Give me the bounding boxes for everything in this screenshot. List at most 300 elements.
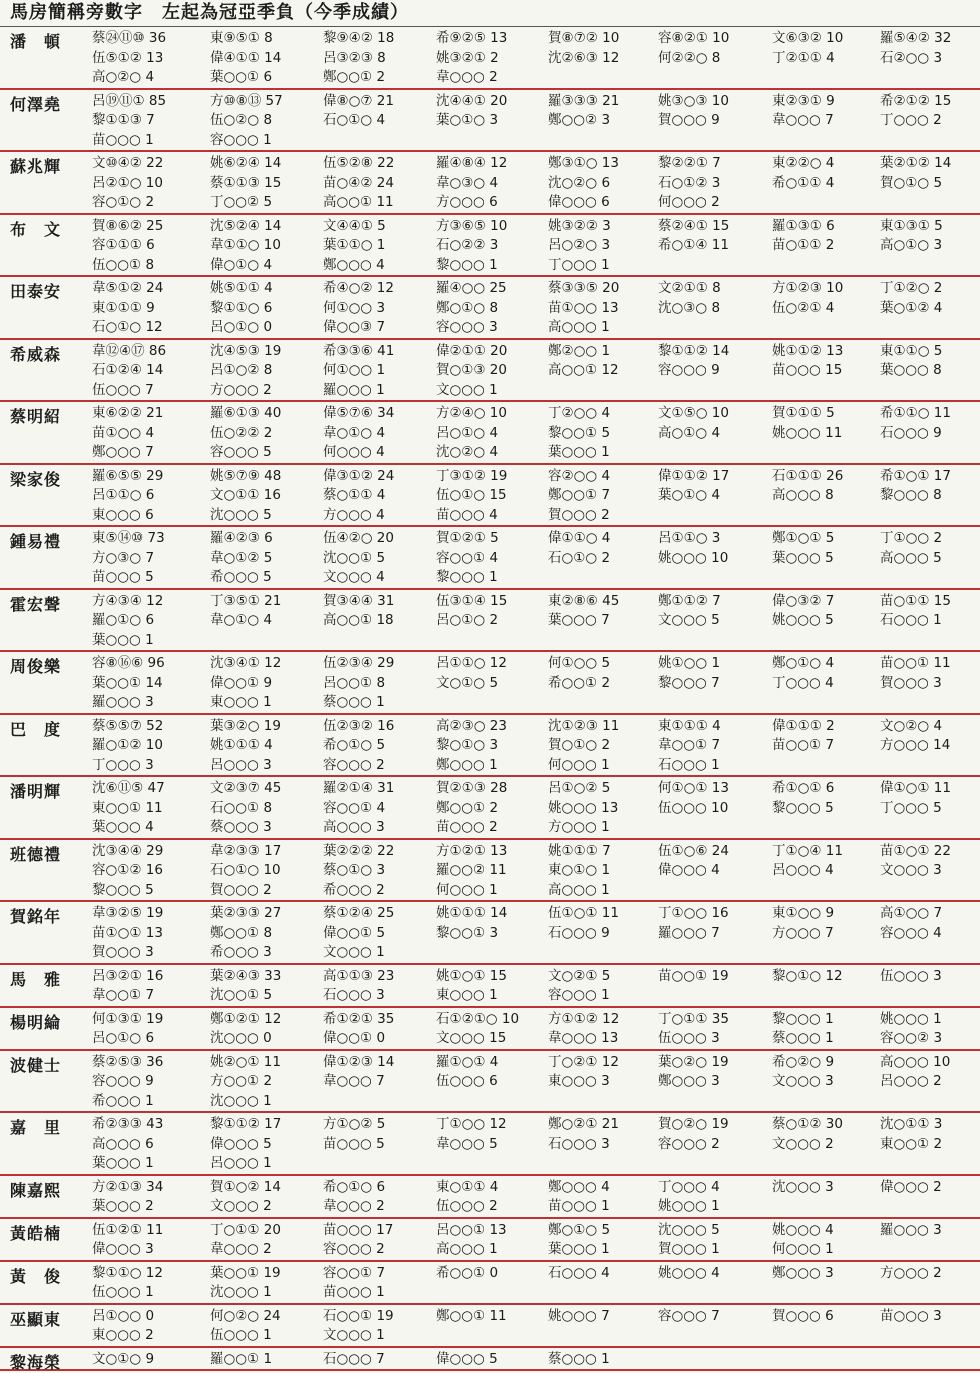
stable-stats-grid <box>92 1264 980 1303</box>
stable-stat-cell: 羅④②③ 6 <box>210 530 273 546</box>
stable-stat-cell: 丁①○○ 2 <box>880 530 943 546</box>
stable-stat-cell: 蔡○①○ 3 <box>323 862 386 878</box>
stable-stat-cell: 鄭①②① 12 <box>210 1010 282 1027</box>
stable-stat-cell: 文①⑤○ 10 <box>658 405 729 421</box>
page-header <box>0 0 980 27</box>
stable-stat-cell: 羅○○② 11 <box>436 862 507 878</box>
stable-stat-cell: 文○○○ 1 <box>323 1327 385 1343</box>
stats-line <box>92 756 980 776</box>
stable-stat-cell: 葉○①② 4 <box>880 299 943 316</box>
stats-line <box>92 1264 980 1284</box>
stats-line <box>92 318 980 338</box>
jockey-name: 賀銘年 <box>10 907 62 926</box>
stable-stat-cell: 東②⑧⑥ 45 <box>548 592 620 609</box>
stats-line <box>92 674 980 694</box>
stable-stat-cell: 偉○○○ 2 <box>880 1178 942 1195</box>
stable-stat-cell: 何○○○ 1 <box>436 881 498 898</box>
stable-stat-cell: 伍○○○ 10 <box>658 799 729 816</box>
stats-line <box>92 1092 980 1112</box>
jockey-row <box>0 1219 980 1262</box>
stable-stat-cell: 高○○○ 6 <box>92 1135 154 1152</box>
stable-stat-cell: 蔡○○○ 1 <box>548 1350 610 1367</box>
stable-stat-cell: 姚⑤⑦⑨ 48 <box>210 467 282 484</box>
stable-stat-cell: 韋③②⑤ 19 <box>92 905 164 921</box>
stable-stat-cell: 沈○○○ 5 <box>658 1221 720 1238</box>
stable-stats-grid <box>92 342 980 401</box>
stable-stat-cell: 姚③②② 3 <box>548 217 611 234</box>
stats-line <box>92 568 980 588</box>
stable-stat-cell: 方○③○ 7 <box>92 549 155 566</box>
stats-line <box>92 1115 980 1135</box>
stable-stat-cell: 苗○○○ 17 <box>323 1221 394 1238</box>
stable-stat-cell: 苗○○○ 4 <box>436 506 498 523</box>
stable-stat-cell: 鄭○○① 2 <box>436 799 499 816</box>
stable-stat-cell: 羅⑤④② 32 <box>880 30 952 46</box>
jockey-name: 蘇兆輝 <box>10 157 62 176</box>
stable-stat-cell: 呂○①○ 2 <box>436 612 499 628</box>
stable-stat-cell: 石○○○ 4 <box>548 1264 610 1281</box>
stats-line <box>92 842 980 862</box>
stable-stat-cell: 文○○○ 3 <box>880 862 942 878</box>
stable-stat-cell: 苗○①① 2 <box>772 237 835 253</box>
jockey-row <box>0 1113 980 1176</box>
jockey-name: 蔡明紹 <box>10 407 62 426</box>
stable-stat-cell: 韋○①② 5 <box>210 549 273 566</box>
stats-line <box>92 154 980 174</box>
stable-stat-cell: 蔡○①① 4 <box>323 487 386 503</box>
stats-line <box>92 174 980 194</box>
stable-stat-cell: 丁○①① 20 <box>210 1221 281 1238</box>
stable-stat-cell: 鄭①①② 7 <box>658 592 721 609</box>
stable-stat-cell: 羅④○○ 25 <box>436 280 507 296</box>
stable-stat-cell: 賀○○○ 2 <box>548 506 610 523</box>
stable-stat-cell: 賀③④④ 31 <box>323 592 395 609</box>
stable-stat-cell: 呂①○○ 0 <box>92 1307 155 1324</box>
stable-stat-cell: 方③⑥⑤ 10 <box>436 217 508 234</box>
stable-stat-cell: 高○○○ 3 <box>323 819 385 835</box>
stable-stat-cell: 苗○○○ 5 <box>323 1135 385 1152</box>
stable-stat-cell: 沈○①① 3 <box>880 1116 943 1132</box>
stable-stat-cell: 容○○① 7 <box>323 1264 386 1281</box>
stable-stat-cell: 呂○○○ 3 <box>210 756 272 773</box>
stable-stat-cell: 文○○○ 2 <box>210 1198 272 1214</box>
stable-stat-cell: 鄭○○○ 7 <box>92 444 154 460</box>
stable-stat-cell: 苗○○○ 3 <box>880 1307 942 1324</box>
jockey-name: 鍾易禮 <box>10 532 62 551</box>
stable-stat-cell: 蔡⑤⑤⑦ 52 <box>92 717 164 734</box>
stable-stat-cell: 石○○○ 3 <box>548 1135 610 1152</box>
stable-stat-cell: 希○○○ 3 <box>210 944 272 960</box>
jockey-row <box>0 840 980 903</box>
stable-stat-cell: 容⑧②① 10 <box>658 30 730 46</box>
stable-stat-cell: 苗○○○ 2 <box>436 819 498 835</box>
stats-line <box>92 1154 980 1174</box>
stable-stat-cell: 沈○②○ 4 <box>436 444 499 460</box>
jockey-name: 何澤堯 <box>10 94 62 114</box>
stable-stat-cell: 沈○○○ 5 <box>210 506 272 523</box>
stable-stat-cell: 偉①○① 11 <box>880 780 951 796</box>
stats-line <box>92 654 980 674</box>
stable-stat-cell: 鄭○①○ 5 <box>548 1221 611 1238</box>
stable-stat-cell: 韋○③○ 4 <box>436 174 499 191</box>
stable-stat-cell: 東○①○ 1 <box>548 862 611 878</box>
stable-stat-cell: 苗○○○ 1 <box>323 1284 385 1300</box>
stable-stat-cell: 文○①○ 5 <box>436 674 499 691</box>
stable-stat-cell: 姚②○① 11 <box>210 1053 281 1070</box>
stable-stat-cell: 伍⑤②⑧ 22 <box>323 155 395 171</box>
stable-stat-cell: 蔡㉔⑪⑩ 36 <box>92 30 167 46</box>
stable-stat-cell: 文②③⑦ 45 <box>210 780 282 796</box>
stable-stat-cell: 賀○①○ 2 <box>548 737 611 753</box>
stable-stat-cell: 東①①○ 5 <box>880 342 943 359</box>
stable-stat-cell: 姚①①① 7 <box>548 842 611 859</box>
stable-stat-cell: 丁○○○ 5 <box>880 799 942 816</box>
jockey-name: 黎海榮 <box>10 1352 62 1372</box>
stable-stat-cell: 丁○②① 12 <box>548 1053 619 1070</box>
stable-stat-cell: 高○②○ 4 <box>92 69 155 85</box>
stable-stat-cell: 鄭○①○ 8 <box>436 299 499 316</box>
stats-line <box>92 592 980 612</box>
stable-stat-cell: 丁②○○ 4 <box>548 405 611 421</box>
stats-line <box>92 506 980 526</box>
stable-stat-cell: 葉○②○ 19 <box>658 1053 729 1070</box>
stable-stat-cell: 何○○○ 1 <box>772 1241 834 1257</box>
stable-stat-cell: 鄭○○① 11 <box>436 1307 507 1324</box>
stable-stat-cell: 鄭②○○ 1 <box>548 342 611 359</box>
jockey-row <box>0 777 980 840</box>
stable-stat-cell: 東①③① 5 <box>880 217 943 234</box>
stable-stat-cell: 偉○○○ 4 <box>658 862 720 878</box>
stable-stat-cell: 羅○○○ 1 <box>323 381 385 398</box>
stable-stat-cell: 東○○○ 6 <box>92 506 154 523</box>
stats-line <box>92 693 980 713</box>
jockey-name: 黃皓楠 <box>10 1223 62 1243</box>
stable-stat-cell: 黎①①② 17 <box>210 1116 282 1132</box>
stable-stat-cell: 丁○○○ 1 <box>548 256 610 273</box>
jockey-row <box>0 340 980 403</box>
stable-stat-cell: 沈③④① 12 <box>210 655 282 671</box>
stable-stat-cell: 葉○○○ 2 <box>92 1198 154 1214</box>
stable-stat-cell: 沈⑥⑪⑤ 47 <box>92 780 165 796</box>
stable-stat-cell: 伍⑤①② 13 <box>92 49 164 66</box>
stable-stat-cell: 呂○○① 13 <box>436 1221 507 1238</box>
stable-stat-cell: 賀①○② 14 <box>210 1178 281 1195</box>
jockey-name: 巴 度 <box>10 719 62 739</box>
stable-stat-cell: 羅②①④ 31 <box>323 780 395 796</box>
stats-line <box>92 236 980 256</box>
stable-stat-cell: 方○○○ 7 <box>772 924 834 941</box>
stable-stats-grid <box>92 1350 980 1370</box>
stats-line <box>92 529 980 549</box>
stable-stat-cell: 羅○○○ 7 <box>658 924 720 941</box>
stable-stat-cell: 偉○○○ 3 <box>92 1241 154 1257</box>
stable-stat-cell: 鄭○①○ 4 <box>772 655 835 671</box>
stats-line <box>92 342 980 362</box>
stable-stat-cell: 希④○② 12 <box>323 280 394 296</box>
stats-line <box>92 1283 980 1303</box>
stable-stat-cell: 呂①①○ 12 <box>436 655 507 671</box>
stable-stat-cell: 容○①② 16 <box>92 862 163 878</box>
stable-stat-cell: 韋○○○ 7 <box>772 112 834 128</box>
stable-stat-cell: 葉○○○ 7 <box>548 612 610 628</box>
stable-stat-cell: 葉○○○ 1 <box>548 444 610 460</box>
stable-stat-cell: 石○②② 3 <box>436 237 499 253</box>
stable-stat-cell: 偉②①① 20 <box>436 342 508 359</box>
stable-stat-cell: 丁①○④ 11 <box>772 842 843 859</box>
stats-line <box>92 549 980 569</box>
stable-stat-cell: 韋○①○ 4 <box>323 424 386 441</box>
stats-line <box>92 779 980 799</box>
stable-stat-cell: 偉④①① 14 <box>210 49 282 66</box>
stats-line <box>92 92 980 112</box>
stable-stat-cell: 何○②○ 24 <box>210 1307 281 1324</box>
stable-stat-cell: 韋○○○ 2 <box>210 1241 272 1257</box>
stable-stat-cell: 蔡○○○ 1 <box>772 1030 834 1046</box>
stable-stat-cell: 東①①① 9 <box>92 299 155 316</box>
stable-stat-cell: 東⑨⑤① 8 <box>210 30 273 46</box>
stable-stat-cell: 文⑩④② 22 <box>92 155 164 171</box>
stable-stat-cell: 伍①②① 11 <box>92 1221 164 1238</box>
stable-stat-cell: 鄭○○○ 3 <box>772 1264 834 1281</box>
stable-stat-cell: 高○○○ 10 <box>880 1053 951 1070</box>
stable-stat-cell: 伍③①④ 15 <box>436 592 508 609</box>
stable-stat-cell: 高○○① 18 <box>323 612 394 628</box>
stable-stat-cell: 姚①○① 15 <box>436 967 507 984</box>
stats-line <box>92 49 980 69</box>
jockey-row <box>0 402 980 465</box>
stable-stat-cell: 容②○○ 4 <box>548 467 611 484</box>
jockey-table <box>0 27 980 1371</box>
stable-stat-cell: 賀○①③ 20 <box>436 362 507 378</box>
jockey-name: 希威森 <box>10 344 62 364</box>
stable-stat-cell: 伍○①○ 15 <box>436 487 507 503</box>
jockey-name: 巫顯東 <box>10 1309 62 1329</box>
stable-stat-cell: 文⑥③② 10 <box>772 30 844 46</box>
stats-line <box>92 1197 980 1217</box>
stable-stat-cell: 蔡○①② 30 <box>772 1116 843 1132</box>
jockey-name: 楊明綸 <box>10 1012 62 1032</box>
stable-stat-cell: 偉①①② 17 <box>658 467 730 484</box>
stable-stat-cell: 何①○① 13 <box>658 780 729 796</box>
stable-stat-cell: 姚⑥②④ 14 <box>210 155 282 171</box>
stable-stat-cell: 方①②① 13 <box>436 842 508 859</box>
stable-stat-cell: 呂○○○ 4 <box>772 862 834 878</box>
stats-line <box>92 1307 980 1327</box>
stable-stat-cell: 沈⑤②④ 14 <box>210 217 282 234</box>
stable-stat-cell: 葉○○○ 1 <box>92 631 154 648</box>
stable-stat-cell: 姚○○○ 1 <box>880 1010 942 1027</box>
stable-stat-cell: 苗①○① 22 <box>880 842 951 859</box>
stable-stat-cell: 呂○①○ 4 <box>436 424 499 441</box>
stable-stat-cell: 高○○① 12 <box>548 362 619 378</box>
stable-stats-grid <box>92 217 980 276</box>
stats-line <box>92 486 980 506</box>
stable-stat-cell: 苗①○○ 13 <box>548 299 619 316</box>
stable-stat-cell: 偉①①○ 4 <box>548 530 611 546</box>
stable-stat-cell: 羅⑥⑤⑤ 29 <box>92 467 164 484</box>
stable-stat-cell: 希①①○ 11 <box>880 405 951 421</box>
stats-line <box>92 736 980 756</box>
jockey-row <box>0 1262 980 1305</box>
stable-stat-cell: 黎②②① 7 <box>658 155 721 171</box>
jockey-name: 潘 頓 <box>10 32 62 51</box>
stable-stat-cell: 丁①②○ 2 <box>880 280 943 296</box>
stable-stat-cell: 容①①① 6 <box>92 237 155 253</box>
stable-stat-cell: 東○○① 11 <box>92 799 163 816</box>
stable-stat-cell: 容○○○ 1 <box>210 131 272 148</box>
stable-stat-cell: 石○○○ 9 <box>548 924 610 941</box>
stable-stat-cell: 姚○○○ 10 <box>658 549 729 566</box>
stable-stat-cell: 高②③○ 23 <box>436 717 507 734</box>
stable-stats-grid <box>92 1221 980 1260</box>
stats-line <box>92 1053 980 1073</box>
stable-stat-cell: 偉③①② 24 <box>323 467 395 484</box>
stats-line <box>92 717 980 737</box>
stable-stat-cell: 葉○○○ 4 <box>92 819 154 835</box>
stable-stat-cell: 鄭○○① 7 <box>548 487 611 503</box>
stable-stat-cell: 鄭○○① 8 <box>210 924 273 941</box>
stable-stat-cell: 姚①○○ 1 <box>658 655 721 671</box>
stable-stat-cell: 苗①○○ 4 <box>92 424 155 441</box>
stable-stat-cell: 沈○②○ 6 <box>548 174 611 191</box>
stable-stat-cell: 呂○○① 8 <box>323 674 386 691</box>
stable-stat-cell: 石○①○ 10 <box>210 862 281 878</box>
stable-stat-cell: 伍○○○ 1 <box>210 1327 272 1343</box>
stable-stat-cell: 苗○○① 11 <box>880 655 951 671</box>
stable-stat-cell: 容○○○ 7 <box>658 1307 720 1324</box>
stable-stat-cell: 沈○○○ 0 <box>210 1030 272 1046</box>
stable-stat-cell: 希③③⑥ 41 <box>323 342 395 359</box>
stable-stat-cell: 姚○○○ 13 <box>548 799 619 816</box>
stats-line <box>92 818 980 838</box>
stable-stat-cell: 容○○○ 2 <box>323 1241 385 1257</box>
stable-stats-grid <box>92 717 980 776</box>
stable-stat-cell: 何②②○ 8 <box>658 49 721 66</box>
stable-stat-cell: 方○○○ 6 <box>436 194 498 210</box>
jockey-name: 黃 俊 <box>10 1266 62 1286</box>
stable-stat-cell: 鄭○○○ 4 <box>323 256 385 273</box>
stable-stat-cell: 羅○○① 1 <box>210 1350 273 1367</box>
stable-stat-cell: 文②①① 8 <box>658 280 721 296</box>
jockey-row <box>0 1305 980 1348</box>
jockey-name: 班德禮 <box>10 844 62 864</box>
stable-stat-cell: 賀○○○ 6 <box>772 1307 834 1324</box>
stable-stat-cell: 何○○○ 4 <box>323 444 385 460</box>
stable-stat-cell: 姚③○③ 10 <box>658 92 729 109</box>
stats-line <box>92 1326 980 1346</box>
stable-stat-cell: 石○○○ 7 <box>323 1350 385 1367</box>
stable-stat-cell: 石○○① 19 <box>323 1307 394 1324</box>
stable-stat-cell: 方○○○ 1 <box>548 819 610 835</box>
stable-stat-cell: 姚①①① 4 <box>210 737 273 753</box>
stable-stat-cell: 東⑤⑭⑩ 73 <box>92 530 165 546</box>
stable-stat-cell: 高○①○ 3 <box>880 237 943 253</box>
jockey-row <box>0 590 980 653</box>
stable-stat-cell: 伍○②○ 8 <box>210 112 273 128</box>
stable-stat-cell: 希○①① 4 <box>772 174 835 191</box>
stable-stat-cell: 黎○○○ 5 <box>92 881 154 898</box>
stable-stat-cell: 蔡②⑤③ 36 <box>92 1053 164 1070</box>
stable-stat-cell: 葉○○○ 5 <box>772 549 834 566</box>
stable-stat-cell: 韋○○○ 2 <box>436 69 498 85</box>
stable-stat-cell: 伍○○○ 2 <box>436 1198 498 1214</box>
stable-stat-cell: 偉⑤⑦⑥ 34 <box>323 405 395 421</box>
stable-stats-grid <box>92 779 980 838</box>
stable-stat-cell: 文○②① 5 <box>548 967 611 984</box>
stable-stat-cell: 姚○○○ 7 <box>548 1307 610 1324</box>
stable-stat-cell: 韋○○① 7 <box>658 737 721 753</box>
stats-line <box>92 799 980 819</box>
stable-stat-cell: 丁○○○ 4 <box>772 674 834 691</box>
stable-stat-cell: 高○○① 11 <box>323 194 394 210</box>
stable-stat-cell: 偉①①① 2 <box>772 717 835 734</box>
stable-stat-cell: 黎○○○ 5 <box>772 799 834 816</box>
stable-stat-cell: 容○○② 3 <box>880 1030 943 1046</box>
stable-stat-cell: 呂○①○ 6 <box>92 1030 155 1046</box>
stable-stat-cell: 苗○○○ 1 <box>548 1198 610 1214</box>
stable-stat-cell: 容○○○ 1 <box>548 987 610 1003</box>
stable-stat-cell: 丁①○○ 16 <box>658 905 729 921</box>
stable-stat-cell: 羅○①○ 6 <box>92 612 155 628</box>
stable-stat-cell: 葉○○① 6 <box>210 69 273 85</box>
stable-stat-cell: 文○○○ 2 <box>772 1135 834 1152</box>
stable-stat-cell: 姚○○○ 5 <box>772 612 834 628</box>
stable-stat-cell: 偉○○① 9 <box>210 674 273 691</box>
jockey-name: 霍宏聲 <box>10 594 62 614</box>
stable-stat-cell: 姚○○○ 4 <box>658 1264 720 1281</box>
jockey-row <box>0 527 980 590</box>
stable-stat-cell: 蔡③③⑤ 20 <box>548 280 620 296</box>
stable-stat-cell: 韋○①○ 4 <box>210 612 273 628</box>
stable-stat-cell: 何○○○ 2 <box>658 194 720 210</box>
stats-line <box>92 404 980 424</box>
stable-stat-cell: 東○○○ 1 <box>436 987 498 1003</box>
stable-stat-cell: 伍○②① 4 <box>772 299 835 316</box>
jockey-name: 周俊樂 <box>10 657 62 676</box>
stable-stats-grid <box>92 154 980 213</box>
stable-stat-cell: 東②③① 9 <box>772 92 835 109</box>
stable-stat-cell: 呂②①○ 10 <box>92 174 163 191</box>
stats-line <box>92 631 980 651</box>
stable-stat-cell: 沈○○○ 1 <box>210 1284 272 1300</box>
stable-stat-cell: 丁③⑤① 21 <box>210 592 282 609</box>
stable-stat-cell: 賀○②○ 19 <box>658 1116 729 1132</box>
stable-stat-cell: 沈○○① 5 <box>210 987 273 1003</box>
stable-stat-cell: 苗○○① 19 <box>658 967 729 984</box>
stable-stat-cell: 希○①○ 5 <box>323 737 386 753</box>
stable-stat-cell: 蔡①①③ 15 <box>210 174 282 191</box>
stats-line <box>92 361 980 381</box>
stable-stat-cell: 羅○①② 10 <box>92 737 163 753</box>
stable-stat-cell: 石○○○ 1 <box>880 612 942 628</box>
stable-stat-cell: 伍○○○ 3 <box>658 1030 720 1046</box>
stable-stat-cell: 高○○○ 1 <box>548 881 610 898</box>
stable-stat-cell: 韋⑫④⑰ 86 <box>92 342 167 359</box>
stable-stat-cell: 苗○①① 15 <box>880 592 951 609</box>
stable-stats-grid <box>92 654 980 713</box>
stable-stats-grid <box>92 1178 980 1217</box>
stable-stat-cell: 石○○○ 3 <box>323 987 385 1003</box>
stable-stat-cell: 葉○○○ 1 <box>92 1155 154 1171</box>
stable-stat-cell: 何①③① 19 <box>92 1010 164 1027</box>
stats-line <box>92 1178 980 1198</box>
stable-stat-cell: 黎①①③ 7 <box>92 112 155 128</box>
stable-stat-cell: 希○○○ 5 <box>210 569 272 585</box>
stable-stat-cell: 容○○○ 9 <box>92 1073 154 1089</box>
jockey-row <box>0 152 980 215</box>
stats-line <box>92 1350 980 1370</box>
stable-stat-cell: 賀○○○ 9 <box>658 112 720 128</box>
